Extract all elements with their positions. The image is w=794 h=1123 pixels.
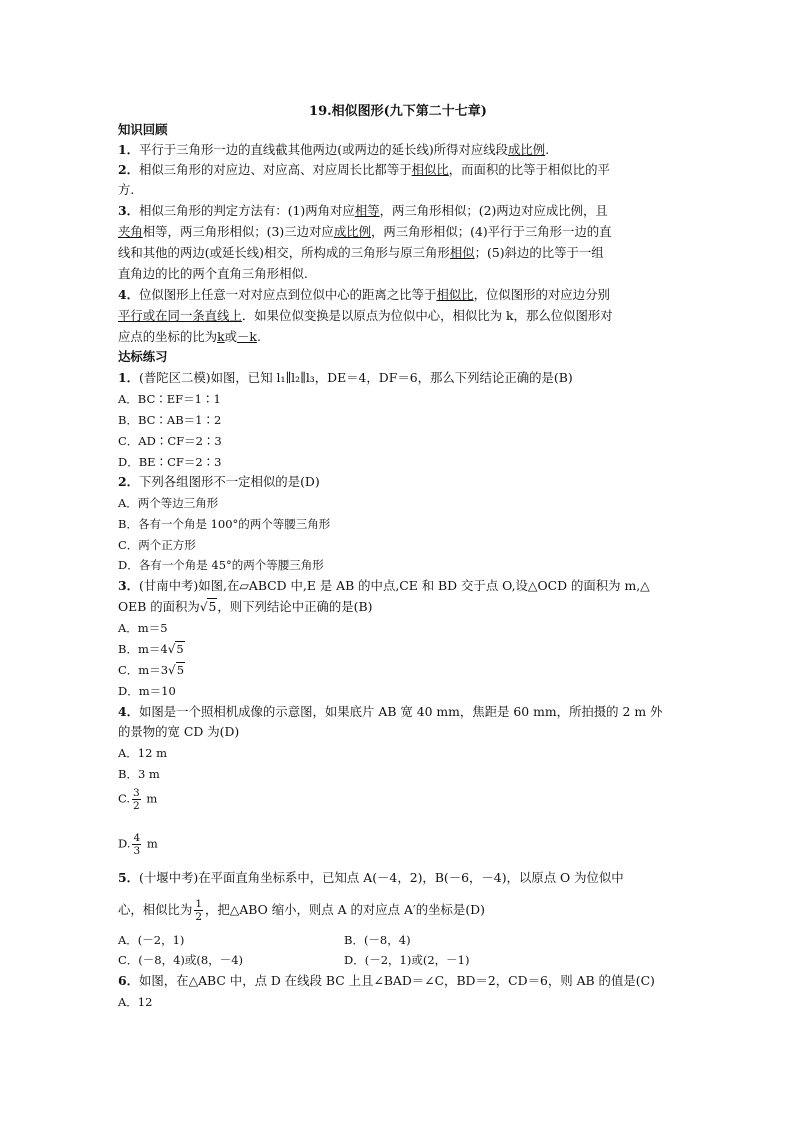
answer-underlined: k xyxy=(217,329,225,344)
review-text: 相似三角形的判定方法有：(1)两角对应 xyxy=(139,203,355,218)
option-text: C．m＝3 xyxy=(118,663,169,677)
question-5-cont xyxy=(118,898,485,923)
review-item-4-cont xyxy=(118,306,613,326)
option-d: D．BE∶CF＝2∶3 xyxy=(118,455,222,469)
answer-underlined: 成比例 xyxy=(333,224,371,239)
item-number: 1． xyxy=(118,142,140,157)
option-b xyxy=(118,639,185,659)
option-letter: D. xyxy=(118,836,131,851)
question-5 xyxy=(118,868,624,888)
option-b: B．各有一个角是 100°的两个等腰三角形 xyxy=(118,517,331,531)
option-c: C．AD∶CF＝2∶3 xyxy=(118,434,222,448)
review-heading: 知识回顾 xyxy=(118,122,168,137)
review-text: 平行于三角形一边的直线截其他两边(或两边的延长线)所得对应线段 xyxy=(139,142,509,157)
option-text: B．m＝4 xyxy=(118,642,168,656)
option-d: D．各有一个角是 45°的两个等腰三角形 xyxy=(118,558,324,572)
denominator: 2 xyxy=(195,911,203,923)
review-text: ；(5)斜边的比等于一组 xyxy=(474,245,604,260)
question-text: ，则下列结论中正确的是(B) xyxy=(217,599,373,614)
option-c: C．(－8，4)或(8，－4) xyxy=(118,953,244,967)
review-text: ，两三角形相似；(2)两边对应成比例，且 xyxy=(379,203,608,218)
question-number: 2． xyxy=(118,474,140,489)
review-item-1 xyxy=(118,140,549,160)
review-item-3 xyxy=(118,201,608,221)
review-item-3-cont xyxy=(118,222,612,242)
review-text: 位似图形上任意一对对应点到位似中心的距离之比等于 xyxy=(139,287,437,302)
question-6 xyxy=(118,971,655,991)
practice-heading: 达标练习 xyxy=(118,349,168,364)
option-a: A．(－2，1) xyxy=(118,933,185,947)
unit: m xyxy=(146,791,158,806)
sqrt-symbol: √ xyxy=(168,663,176,677)
question-text: (甘南中考)如图,在▱ABCD 中,E 是 AB 的中点,CE 和 BD 交于点 O,设△OCD 的面积为 m,△ xyxy=(139,578,650,593)
option-d: D．(－2，1)或(2，－1) xyxy=(344,953,470,967)
review-text: 相等，两三角形相似；(3)三边对应 xyxy=(142,224,334,239)
review-item-4-cont xyxy=(118,327,261,347)
option-d: D．m＝10 xyxy=(118,684,176,698)
question-text: (十堰中考)在平面直角坐标系中，已知点 A(－4，2)，B(－6，－4)，以原点 O 为位似中 xyxy=(139,870,624,885)
sqrt-symbol: √ xyxy=(199,600,208,614)
option-c xyxy=(118,660,185,680)
answer-underlined: 平行或在同一条直线上 xyxy=(118,308,242,323)
numerator: 4 xyxy=(133,832,141,844)
answer-underlined: 相似比 xyxy=(411,162,449,177)
sqrt-symbol: √ xyxy=(167,642,176,656)
review-text: ，而面积的比等于相似比的平 xyxy=(448,162,610,177)
option-b: B．3 m xyxy=(118,767,160,781)
page-title: 19.相似图形(九下第二十七章) xyxy=(309,104,487,119)
review-text: 或 xyxy=(224,329,238,344)
answer-underlined: 相似 xyxy=(449,245,475,260)
option-a: A．两个等边三角形 xyxy=(118,496,219,510)
review-text: ，位似图形的对应边分别 xyxy=(473,287,610,302)
question-text: (普陀区二模)如图，已知 l₁∥l₂∥l₃，DE＝4，DF＝6，那么下列结论正确的是(B) xyxy=(139,370,573,385)
item-number: 3． xyxy=(118,203,140,218)
answer-underlined: 相似比 xyxy=(436,287,474,302)
question-3 xyxy=(118,576,650,596)
review-text: . xyxy=(545,142,550,157)
option-a: A．12 m xyxy=(118,746,167,760)
question-2 xyxy=(118,472,320,492)
option-c xyxy=(118,787,157,812)
option-a: A．m＝5 xyxy=(118,621,168,635)
answer-underlined: 夹角 xyxy=(118,224,143,239)
unit: m xyxy=(146,836,158,851)
numerator: 1 xyxy=(195,898,203,910)
review-item-2 xyxy=(118,160,610,180)
question-3-cont xyxy=(118,597,372,617)
radicand: 5 xyxy=(176,642,184,656)
question-text: 如图是一个照相机成像的示意图，如果底片 AB 宽 40 mm，焦距是 60 mm，所拍摄的 2 m 外 xyxy=(139,704,663,719)
review-text: 相似三角形的对应边、对应高、对应周长比都等于 xyxy=(139,162,412,177)
fraction xyxy=(132,787,141,812)
question-number: 5． xyxy=(118,870,140,885)
numerator: 3 xyxy=(133,787,140,799)
review-text: ．如果位似变换是以原点为位似中心，相似比为 k，那么位似图形对 xyxy=(241,308,613,323)
option-d xyxy=(118,832,158,857)
question-1 xyxy=(118,368,573,388)
review-text: ，两三角形相似；(4)平行于三角形一边的直 xyxy=(370,224,612,239)
answer-underlined: －k xyxy=(237,329,257,344)
question-text: 下列各组图形不一定相似的是(D) xyxy=(139,474,320,489)
item-number: 2． xyxy=(118,162,140,177)
denominator: 3 xyxy=(133,845,141,857)
review-text: 线和其他的两边(或延长线)相交，所构成的三角形与原三角形 xyxy=(118,245,450,260)
review-item-2-cont: 方. xyxy=(118,182,135,197)
review-item-3-cont xyxy=(118,243,604,263)
review-text: . xyxy=(256,329,261,344)
option-b: B．BC∶AB＝1∶2 xyxy=(118,413,222,427)
fraction xyxy=(132,832,141,857)
question-number: 6． xyxy=(118,973,140,988)
option-a: A．12 xyxy=(118,995,153,1009)
question-text: ，把△ABO 缩小，则点 A 的对应点 A′的坐标是(D) xyxy=(205,902,485,917)
option-c: C．两个正方形 xyxy=(118,538,196,552)
question-4 xyxy=(118,702,662,722)
question-text: 如图，在△ABC 中，点 D 在线段 BC 上且∠BAD＝∠C，BD＝2，CD＝6，则 AB 的值是(C) xyxy=(139,973,655,988)
radicand: 5 xyxy=(208,599,217,614)
question-4-cont: 的景物的宽 CD 为(D) xyxy=(118,724,240,739)
radicand: 5 xyxy=(176,663,185,677)
item-number: 4． xyxy=(118,287,140,302)
option-letter: C. xyxy=(118,791,131,806)
option-a: A．BC∶EF＝1∶1 xyxy=(118,392,221,406)
question-number: 4． xyxy=(118,704,140,719)
review-item-3-cont: 直角边的比的两个直角三角形相似. xyxy=(118,266,308,281)
answer-underlined: 成比例 xyxy=(508,142,546,157)
question-number: 1． xyxy=(118,370,140,385)
question-number: 3． xyxy=(118,578,140,593)
fraction xyxy=(194,898,203,923)
question-text: 心，相似比为 xyxy=(118,902,193,917)
question-text: OEB 的面积为 xyxy=(118,599,200,614)
review-text: 应点的坐标的比为 xyxy=(118,329,218,344)
review-item-4 xyxy=(118,285,610,305)
answer-underlined: 相等 xyxy=(354,203,380,218)
option-b: B．(－8，4) xyxy=(344,933,411,947)
denominator: 2 xyxy=(133,800,140,812)
